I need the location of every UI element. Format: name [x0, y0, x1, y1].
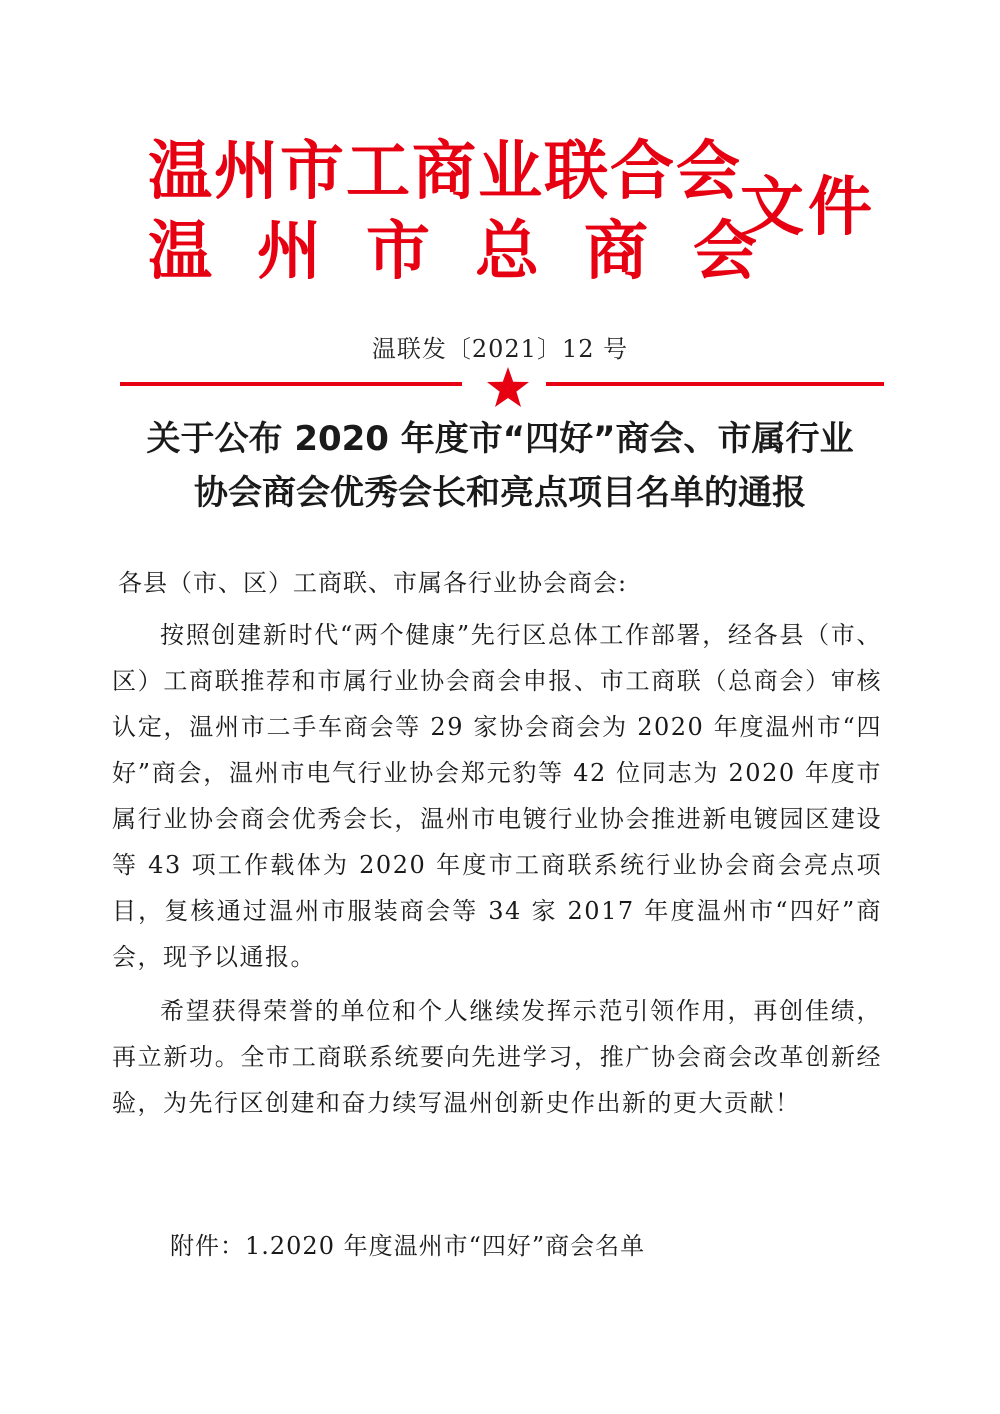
body-paragraph-1: 按照创建新时代“两个健康”先行区总体工作部署，经各县（市、区）工商联推荐和市属行业协会商会申报、市工商联（总商会）审核认定，温州市二手车商会等 29 家协会商会为 2020 年度温州市“四好”商会，温州市电气行业协会郑元豹等 42 位同志为 2020 年度市属行业协会商会优秀会长，温州市电镀行业协会推进新电镀园区建设等 43 项工作载体为 2020 年度市工商联系统行业协会商会亮点项目，复核通过温州市服装商会等 34 家 2017 年度温州市“四好”商会，现予以通报。	[112, 621, 882, 971]
issuer-name-chamber: 温州市总商会	[148, 215, 802, 289]
salutation: 各县（市、区）工商联、市属各行业协会商会:	[118, 569, 628, 597]
document-title	[100, 412, 900, 520]
document-title-line-1: 关于公布 2020 年度市“四好”商会、市属行业	[146, 419, 854, 459]
red-star-icon	[486, 366, 530, 408]
body-paragraph-2: 希望获得荣誉的单位和个人继续发挥示范引领作用，再创佳绩，再立新功。全市工商联系统要向先进学习，推广协会商会改革创新经验，为先行区创建和奋力续写温州创新史作出新的更大贡献！	[112, 997, 882, 1117]
attachment-note: 附件：1.2020 年度温州市“四好”商会名单	[170, 1232, 646, 1260]
header-divider-right	[546, 382, 884, 386]
document-type-label: 文件	[740, 171, 876, 245]
document-title-line-2: 协会商会优秀会长和亮点项目名单的通报	[194, 473, 806, 513]
header-divider-left	[120, 382, 462, 386]
document-number: 温联发〔2021〕12 号	[371, 335, 629, 363]
issuer-name-federation: 温州市工商业联合会	[148, 135, 742, 209]
